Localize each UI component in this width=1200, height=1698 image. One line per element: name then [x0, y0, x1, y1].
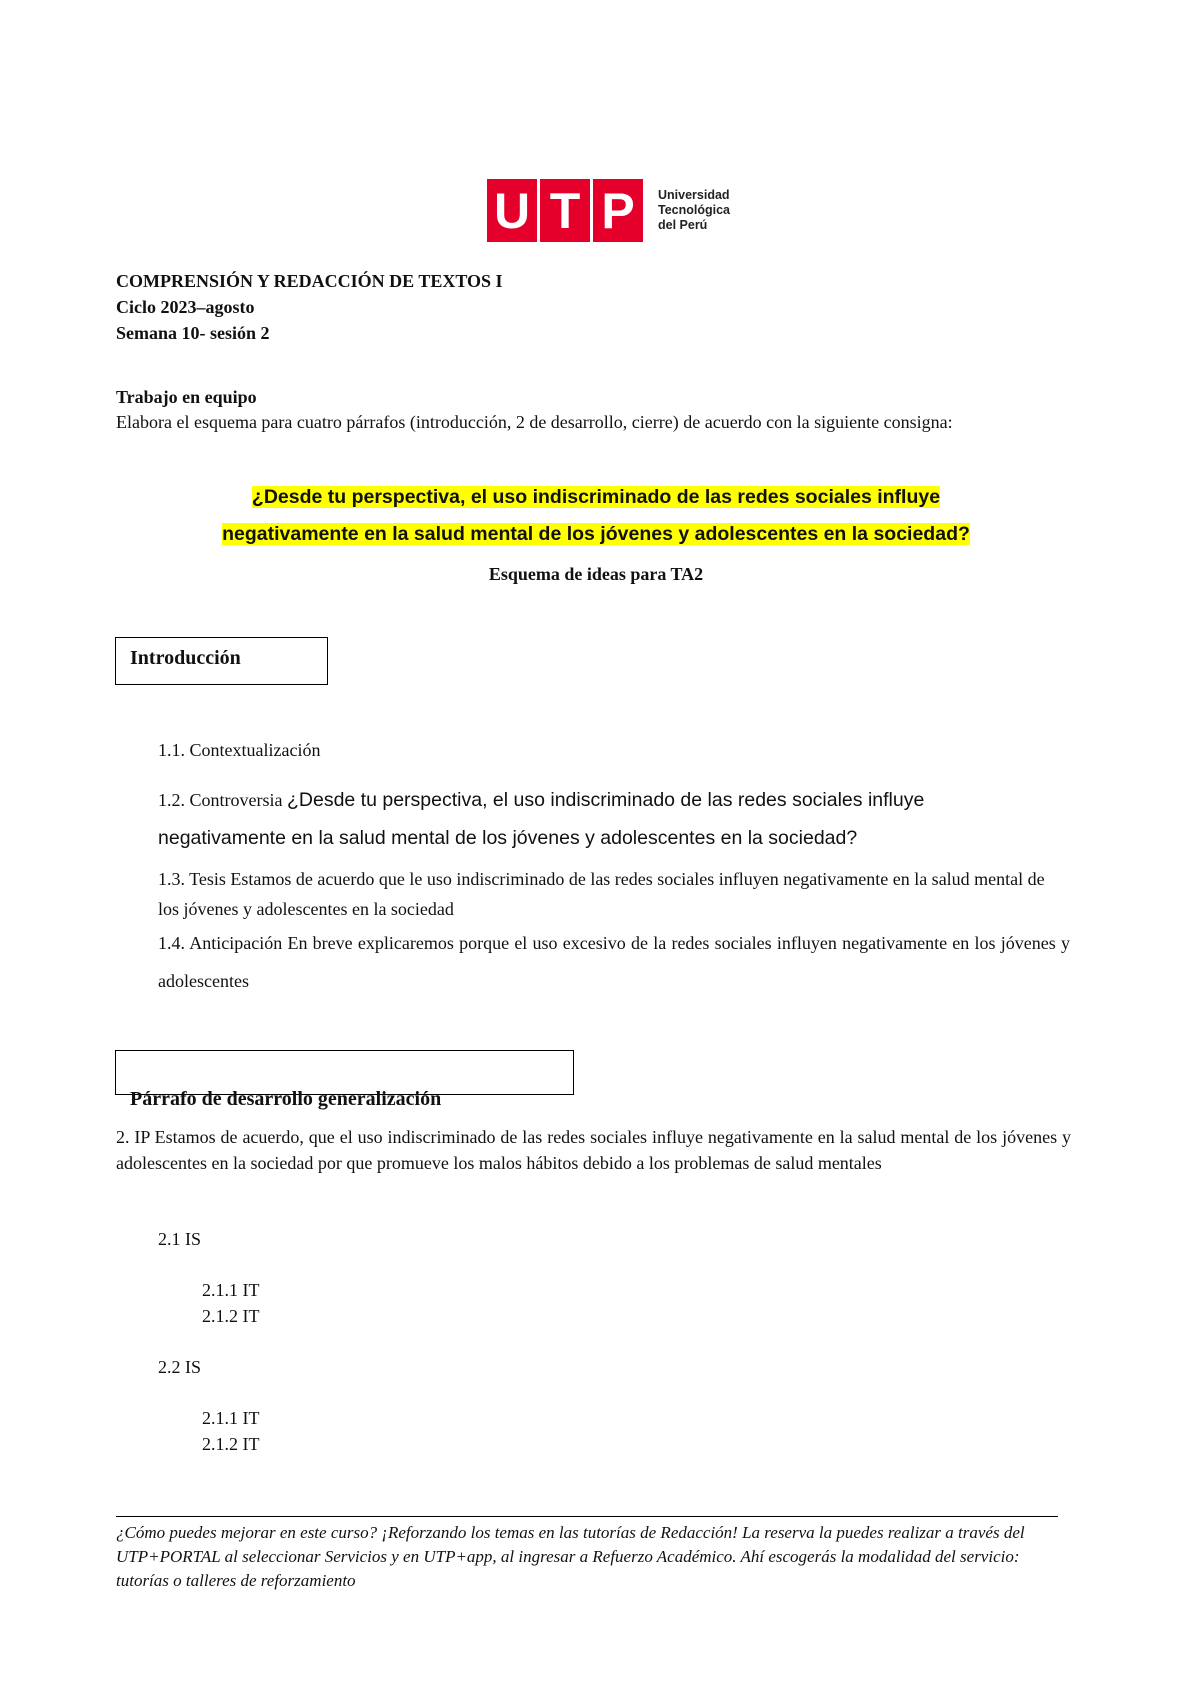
intro-heading: Introducción — [130, 647, 241, 669]
intro-item-1-3: 1.3. Tesis Estamos de acuerdo que le uso indiscriminado de las redes sociales influyen negativamente en la salud mental de los jóvenes y adolescentes en la sociedad — [158, 869, 1045, 919]
task-title: Trabajo en equipo — [116, 387, 257, 407]
development-is-1: 2.1 IS — [158, 1229, 202, 1249]
question-line-2 — [116, 516, 1076, 553]
logo-letter-t: T — [540, 179, 590, 242]
development-it-1-2: 2.1.2 IT — [202, 1306, 260, 1326]
intro-item-1-2-text-1: ¿Desde tu perspectiva, el uso indiscriminado de las redes sociales influye — [286, 789, 925, 811]
logo-letter-p: P — [593, 179, 643, 242]
course-title: COMPRENSIÓN Y REDACCIÓN DE TEXTOS I — [116, 271, 503, 291]
scheme-title: Esquema de ideas para TA2 — [488, 564, 704, 584]
intro-item-1-4: 1.4. Anticipación En breve explicaremos porque el uso excesivo de la redes sociales influyen negativamente en los jóvenes y adolescentes — [158, 933, 1070, 991]
development-it-2-1: 2.1.1 IT — [202, 1408, 260, 1428]
utp-logo — [487, 179, 730, 242]
logo-wordmark — [658, 188, 730, 233]
question-highlight-2: negativamente en la salud mental de los jóvenes y adolescentes en la sociedad? — [222, 523, 970, 545]
task-instruction: Elabora el esquema para cuatro párrafos (introducción, 2 de desarrollo, cierre) de acuerdo con la siguiente consigna: — [116, 412, 953, 432]
question-highlight-1: ¿Desde tu perspectiva, el uso indiscriminado de las redes sociales influye — [251, 486, 941, 508]
intro-item-1-1: 1.1. Contextualización — [158, 740, 321, 760]
logo-line-2: Tecnológica — [658, 203, 731, 217]
logo-line-1: Universidad — [658, 188, 730, 202]
development-ip: 2. IP Estamos de acuerdo, que el uso indiscriminado de las redes sociales influye negativamente en la salud mental de los jóvenes y adolescentes en la sociedad por que promueve los malos hábitos debido a los problemas de salud mentales — [116, 1127, 1071, 1173]
logo-line-3: del Perú — [658, 218, 708, 232]
logo-letter-u: U — [487, 179, 537, 242]
intro-item-1-2-line-2: negativamente en la salud mental de los jóvenes y adolescentes en la sociedad? — [158, 827, 858, 849]
intro-heading-box — [115, 637, 328, 685]
footer-divider — [116, 1516, 1058, 1517]
development-it-2-2: 2.1.2 IT — [202, 1434, 260, 1454]
week-label: Semana 10- sesión 2 — [116, 323, 270, 343]
development-is-2: 2.2 IS — [158, 1357, 202, 1377]
intro-item-1-2-prefix: 1.2. Controversia — [158, 790, 287, 810]
development-it-1-1: 2.1.1 IT — [202, 1280, 260, 1300]
intro-item-1-2-line-1 — [158, 781, 1078, 819]
cycle-label: Ciclo 2023–agosto — [116, 297, 255, 317]
intro-item-1-2 — [158, 781, 1078, 857]
development-heading: Párrafo de desarrollo generalización — [130, 1088, 442, 1110]
question-line-1 — [116, 479, 1076, 516]
footer-note: ¿Cómo puedes mejorar en este curso? ¡Reforzando los temas en las tutorías de Redacción! La reserva la puedes realizar a través del UTP+PORTAL al seleccionar Servicios y en UTP+app, al ingresar a Refuerzo Académico. Ahí escogerás la modalidad del servicio: tutorías o talleres de reforzamiento — [116, 1523, 1025, 1590]
